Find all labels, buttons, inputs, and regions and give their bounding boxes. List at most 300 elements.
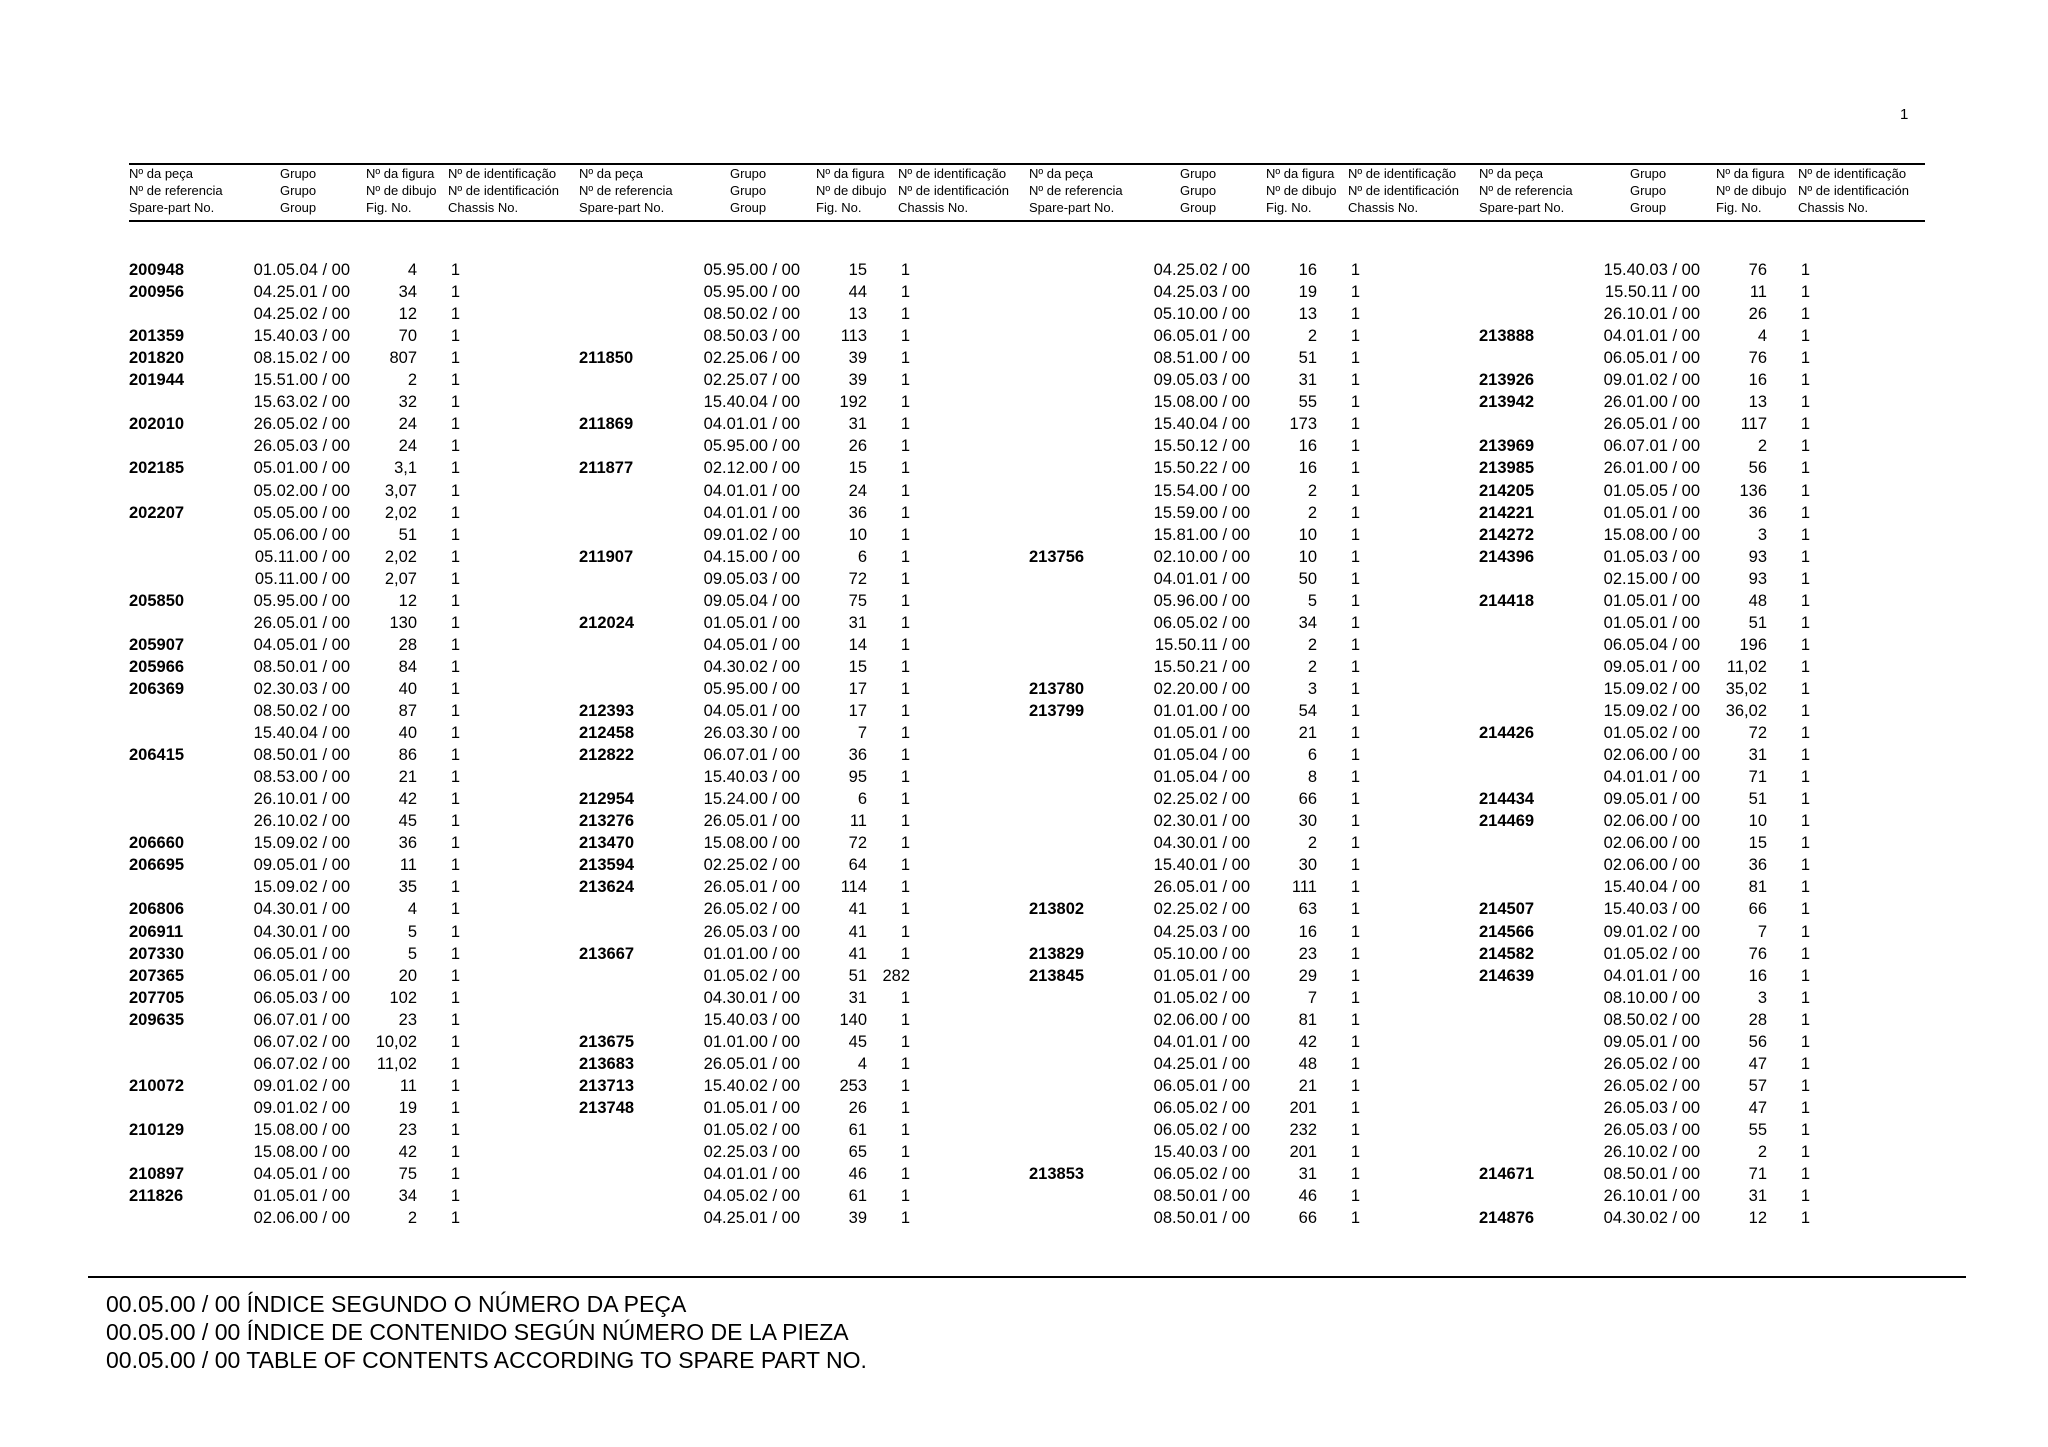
chassis-number: 1 bbox=[450, 525, 460, 544]
group-code: 04.25.03 / 00 bbox=[1153, 283, 1250, 302]
group-code: 26.10.02 / 00 bbox=[1603, 1143, 1700, 1161]
part-number: 211907 bbox=[579, 547, 634, 566]
fig-number: 66 bbox=[1748, 900, 1767, 919]
chassis-number: 1 bbox=[1800, 393, 1810, 412]
group-code: 15.08.00 / 00 bbox=[703, 834, 800, 853]
group-code: 26.05.03 / 00 bbox=[703, 922, 800, 941]
chassis-number: 1 bbox=[1800, 635, 1810, 654]
group-code: 15.40.04 / 00 bbox=[1153, 415, 1250, 434]
fig-number: 5 bbox=[407, 944, 417, 963]
chassis-number: 1 bbox=[1800, 1032, 1810, 1051]
part-number: 201944 bbox=[129, 371, 185, 390]
chassis-number: 1 bbox=[900, 1209, 910, 1228]
fig-number: 40 bbox=[398, 679, 417, 698]
chassis-number: 1 bbox=[1350, 415, 1360, 434]
fig-number: 41 bbox=[848, 900, 867, 919]
group-code: 26.10.01 / 00 bbox=[253, 790, 350, 809]
chassis-number: 1 bbox=[900, 1143, 910, 1161]
fig-number: 114 bbox=[840, 878, 867, 897]
group-code: 01.05.01 / 00 bbox=[1603, 591, 1700, 610]
chassis-number: 282 bbox=[882, 966, 910, 985]
fig-number: 10 bbox=[1748, 812, 1767, 831]
part-number: 206806 bbox=[129, 900, 185, 919]
page-number: 1 bbox=[1900, 106, 1909, 123]
fig-number: 140 bbox=[839, 1010, 867, 1029]
group-code: 06.05.03 / 00 bbox=[253, 988, 350, 1007]
chassis-number: 1 bbox=[450, 1209, 460, 1228]
part-number: 214639 bbox=[1479, 966, 1535, 985]
group-code: 15.59.00 / 00 bbox=[1153, 503, 1250, 522]
fig-number: 5 bbox=[407, 922, 417, 941]
part-number: 214582 bbox=[1479, 944, 1535, 963]
group-code: 05.96.00 / 00 bbox=[1153, 591, 1250, 610]
chassis-number: 1 bbox=[1350, 393, 1360, 412]
fig-number: 2 bbox=[1307, 481, 1317, 500]
fig-number: 4 bbox=[407, 261, 417, 279]
fig-number: 30 bbox=[1298, 812, 1317, 831]
group-code: 04.30.02 / 00 bbox=[1603, 1209, 1700, 1228]
chassis-number: 1 bbox=[450, 1187, 460, 1206]
chassis-number: 1 bbox=[900, 393, 910, 412]
fig-number: 46 bbox=[1298, 1187, 1317, 1206]
group-code: 26.10.01 / 00 bbox=[1603, 1187, 1700, 1206]
chassis-number: 1 bbox=[450, 724, 460, 743]
group-code: 05.95.00 / 00 bbox=[253, 591, 350, 610]
fig-number: 7 bbox=[1757, 922, 1767, 941]
group-code: 15.50.11 / 00 bbox=[1604, 283, 1700, 302]
group-code: 15.40.03 / 00 bbox=[253, 327, 350, 346]
part-number: 214418 bbox=[1479, 591, 1535, 610]
fig-number: 2 bbox=[1307, 327, 1317, 346]
part-number: 205966 bbox=[129, 657, 185, 676]
chassis-number: 1 bbox=[900, 1010, 910, 1029]
group-code: 04.25.02 / 00 bbox=[1153, 261, 1250, 279]
group-code: 05.10.00 / 00 bbox=[1153, 305, 1250, 324]
part-number: 213969 bbox=[1479, 437, 1535, 456]
chassis-number: 1 bbox=[1800, 679, 1810, 698]
fig-number: 16 bbox=[1748, 966, 1767, 985]
fig-number: 24 bbox=[398, 415, 417, 434]
chassis-number: 1 bbox=[450, 327, 460, 346]
chassis-number: 1 bbox=[1350, 944, 1360, 963]
chassis-number: 1 bbox=[1350, 481, 1360, 500]
group-code: 15.54.00 / 00 bbox=[1153, 481, 1250, 500]
chassis-number: 1 bbox=[1800, 569, 1810, 588]
chassis-number: 1 bbox=[900, 702, 910, 720]
fig-number: 3,1 bbox=[394, 459, 417, 478]
group-code: 04.01.01 / 00 bbox=[703, 415, 800, 434]
part-number: 209635 bbox=[129, 1010, 185, 1029]
part-number: 214671 bbox=[1479, 1165, 1535, 1184]
fig-number: 81 bbox=[1298, 1010, 1317, 1029]
group-code: 04.25.02 / 00 bbox=[253, 305, 350, 324]
chassis-number: 1 bbox=[900, 900, 910, 919]
group-code: 05.11.00 / 00 bbox=[254, 569, 350, 588]
fig-number: 31 bbox=[848, 613, 867, 632]
part-number: 213799 bbox=[1029, 702, 1085, 720]
group-code: 15.08.00 / 00 bbox=[253, 1120, 350, 1139]
fig-number: 2 bbox=[1307, 834, 1317, 853]
header-chassis-no: Nº de identificación bbox=[448, 183, 559, 198]
chassis-number: 1 bbox=[1350, 1187, 1360, 1206]
part-number: 213985 bbox=[1479, 459, 1535, 478]
fig-number: 17 bbox=[848, 679, 867, 698]
group-code: 08.50.02 / 00 bbox=[253, 702, 350, 720]
chassis-number: 1 bbox=[900, 812, 910, 831]
header-part-no: Nº de referencia bbox=[1479, 183, 1573, 198]
group-code: 15.09.02 / 00 bbox=[253, 878, 350, 897]
group-code: 02.12.00 / 00 bbox=[703, 459, 800, 478]
header-fig-no: Nº de dibujo bbox=[1266, 183, 1337, 198]
group-code: 06.05.04 / 00 bbox=[1603, 635, 1700, 654]
fig-number: 28 bbox=[1748, 1010, 1767, 1029]
header-fig-no: Fig. No. bbox=[816, 200, 862, 215]
header-fig-no: Fig. No. bbox=[1266, 200, 1312, 215]
header-group: Grupo bbox=[1180, 166, 1217, 181]
fig-number: 16 bbox=[1298, 261, 1317, 279]
chassis-number: 1 bbox=[450, 591, 460, 610]
group-code: 01.05.02 / 00 bbox=[1153, 988, 1250, 1007]
header-group: Group bbox=[1180, 200, 1217, 215]
group-code: 05.95.00 / 00 bbox=[703, 679, 800, 698]
fig-number: 807 bbox=[389, 349, 417, 368]
chassis-number: 1 bbox=[900, 944, 910, 963]
group-code: 08.50.01 / 00 bbox=[1603, 1165, 1700, 1184]
chassis-number: 1 bbox=[1350, 1010, 1360, 1029]
part-number: 213470 bbox=[579, 834, 635, 853]
header-group: Grupo bbox=[730, 183, 767, 198]
fig-number: 113 bbox=[840, 327, 867, 346]
chassis-number: 1 bbox=[1800, 790, 1810, 809]
fig-number: 31 bbox=[1298, 1165, 1317, 1184]
fig-number: 51 bbox=[1748, 790, 1767, 809]
group-code: 05.11.00 / 00 bbox=[254, 547, 350, 566]
chassis-number: 1 bbox=[900, 1098, 910, 1117]
fig-number: 17 bbox=[848, 702, 867, 720]
group-code: 04.30.01 / 00 bbox=[1153, 834, 1250, 853]
header-chassis-no: Chassis No. bbox=[898, 200, 969, 215]
group-code: 04.05.01 / 00 bbox=[253, 635, 350, 654]
group-code: 09.05.01 / 00 bbox=[1603, 1032, 1700, 1051]
fig-number: 16 bbox=[1298, 437, 1317, 456]
fig-number: 13 bbox=[1748, 393, 1767, 412]
group-code: 26.01.00 / 00 bbox=[1603, 393, 1700, 412]
group-code: 06.07.01 / 00 bbox=[253, 1010, 350, 1029]
fig-number: 72 bbox=[848, 569, 867, 588]
group-code: 06.05.01 / 00 bbox=[253, 966, 350, 985]
header-chassis-no: Chassis No. bbox=[448, 200, 519, 215]
chassis-number: 1 bbox=[900, 525, 910, 544]
group-code: 02.06.00 / 00 bbox=[1603, 746, 1700, 765]
group-code: 15.40.02 / 00 bbox=[703, 1076, 800, 1095]
fig-number: 39 bbox=[848, 1209, 867, 1228]
group-code: 26.05.01 / 00 bbox=[703, 878, 800, 897]
chassis-number: 1 bbox=[1800, 1054, 1810, 1073]
fig-number: 76 bbox=[1748, 261, 1767, 279]
chassis-number: 1 bbox=[450, 393, 460, 412]
group-code: 02.25.07 / 00 bbox=[703, 371, 800, 390]
part-number: 213667 bbox=[579, 944, 635, 963]
fig-number: 253 bbox=[839, 1076, 867, 1095]
group-code: 04.01.01 / 00 bbox=[703, 1165, 800, 1184]
header-chassis-no: Nº de identificação bbox=[898, 166, 1007, 181]
group-code: 05.05.00 / 00 bbox=[253, 503, 350, 522]
group-code: 09.01.02 / 00 bbox=[703, 525, 800, 544]
part-number: 213942 bbox=[1479, 393, 1535, 412]
group-code: 02.06.00 / 00 bbox=[1603, 834, 1700, 853]
fig-number: 4 bbox=[857, 1054, 867, 1073]
group-code: 06.05.01 / 00 bbox=[253, 944, 350, 963]
fig-number: 42 bbox=[1298, 1032, 1317, 1051]
chassis-number: 1 bbox=[1350, 922, 1360, 941]
fig-number: 6 bbox=[857, 547, 867, 566]
fig-number: 32 bbox=[398, 393, 417, 412]
chassis-number: 1 bbox=[450, 856, 460, 875]
fig-number: 76 bbox=[1748, 349, 1767, 368]
chassis-number: 1 bbox=[1350, 746, 1360, 765]
group-code: 02.25.03 / 00 bbox=[703, 1143, 800, 1161]
header-part-no: Nº de referencia bbox=[129, 183, 223, 198]
group-code: 06.05.01 / 00 bbox=[1153, 327, 1250, 346]
group-code: 02.20.00 / 00 bbox=[1153, 679, 1250, 698]
group-code: 02.06.00 / 00 bbox=[1603, 856, 1700, 875]
chassis-number: 1 bbox=[1800, 922, 1810, 941]
chassis-number: 1 bbox=[450, 1098, 460, 1117]
chassis-number: 1 bbox=[450, 1076, 460, 1095]
group-code: 08.50.02 / 00 bbox=[1603, 1010, 1700, 1029]
header-group: Group bbox=[1630, 200, 1667, 215]
group-code: 05.95.00 / 00 bbox=[703, 261, 800, 279]
fig-number: 4 bbox=[1757, 327, 1767, 346]
part-number: 206695 bbox=[129, 856, 185, 875]
part-number: 212458 bbox=[579, 724, 635, 743]
part-number: 213713 bbox=[579, 1076, 635, 1095]
chassis-number: 1 bbox=[1800, 591, 1810, 610]
chassis-number: 1 bbox=[1350, 702, 1360, 720]
fig-number: 11 bbox=[1749, 283, 1767, 302]
chassis-number: 1 bbox=[900, 1120, 910, 1139]
fig-number: 11 bbox=[399, 1076, 417, 1095]
group-code: 09.01.02 / 00 bbox=[1603, 371, 1700, 390]
chassis-number: 1 bbox=[450, 613, 460, 632]
fig-number: 4 bbox=[407, 900, 417, 919]
group-code: 01.05.04 / 00 bbox=[1153, 768, 1250, 787]
header-part-no: Spare-part No. bbox=[129, 200, 215, 215]
chassis-number: 1 bbox=[1800, 371, 1810, 390]
part-number: 211877 bbox=[579, 459, 634, 478]
header-fig-no: Nº de dibujo bbox=[1716, 183, 1787, 198]
group-code: 26.05.02 / 00 bbox=[1603, 1076, 1700, 1095]
chassis-number: 1 bbox=[900, 481, 910, 500]
header-chassis-no: Nº de identificación bbox=[1798, 183, 1909, 198]
group-code: 26.01.00 / 00 bbox=[1603, 459, 1700, 478]
fig-number: 15 bbox=[848, 261, 867, 279]
header-part-no: Nº da peça bbox=[129, 166, 194, 181]
chassis-number: 1 bbox=[900, 878, 910, 897]
fig-number: 23 bbox=[398, 1120, 417, 1139]
chassis-number: 1 bbox=[1350, 657, 1360, 676]
group-code: 04.30.01 / 00 bbox=[253, 922, 350, 941]
chassis-number: 1 bbox=[1350, 283, 1360, 302]
part-number: 212393 bbox=[579, 702, 635, 720]
header-part-no: Nº da peça bbox=[579, 166, 644, 181]
group-code: 15.09.02 / 00 bbox=[253, 834, 350, 853]
group-code: 02.15.00 / 00 bbox=[1603, 569, 1700, 588]
group-code: 15.40.03 / 00 bbox=[1603, 900, 1700, 919]
group-code: 15.40.03 / 00 bbox=[1153, 1143, 1250, 1161]
fig-number: 54 bbox=[1298, 702, 1317, 720]
chassis-number: 1 bbox=[900, 327, 910, 346]
chassis-number: 1 bbox=[1350, 327, 1360, 346]
group-code: 08.50.03 / 00 bbox=[703, 327, 800, 346]
part-number: 207705 bbox=[129, 988, 185, 1007]
group-code: 15.50.12 / 00 bbox=[1153, 437, 1250, 456]
footer-rule bbox=[88, 1276, 1966, 1278]
group-code: 01.05.02 / 00 bbox=[703, 1120, 800, 1139]
chassis-number: 1 bbox=[1350, 305, 1360, 324]
fig-number: 16 bbox=[1748, 371, 1767, 390]
group-code: 04.15.00 / 00 bbox=[703, 547, 800, 566]
fig-number: 10 bbox=[1298, 525, 1317, 544]
fig-number: 46 bbox=[848, 1165, 867, 1184]
group-code: 09.01.02 / 00 bbox=[253, 1076, 350, 1095]
chassis-number: 1 bbox=[450, 547, 460, 566]
fig-number: 2 bbox=[1757, 437, 1767, 456]
fig-number: 13 bbox=[1298, 305, 1317, 324]
group-code: 04.25.03 / 00 bbox=[1153, 922, 1250, 941]
part-number: 213780 bbox=[1029, 679, 1085, 698]
fig-number: 61 bbox=[848, 1120, 867, 1139]
fig-number: 111 bbox=[1291, 878, 1317, 897]
group-code: 01.01.00 / 00 bbox=[703, 944, 800, 963]
group-code: 26.05.03 / 00 bbox=[253, 437, 350, 456]
chassis-number: 1 bbox=[450, 657, 460, 676]
chassis-number: 1 bbox=[1800, 878, 1810, 897]
chassis-number: 1 bbox=[1350, 261, 1360, 279]
fig-number: 232 bbox=[1289, 1120, 1317, 1139]
fig-number: 10 bbox=[1298, 547, 1317, 566]
group-code: 04.05.01 / 00 bbox=[703, 635, 800, 654]
header-group: Group bbox=[280, 200, 317, 215]
chassis-number: 1 bbox=[900, 1187, 910, 1206]
part-number: 213624 bbox=[579, 878, 635, 897]
chassis-number: 1 bbox=[900, 922, 910, 941]
fig-number: 61 bbox=[848, 1187, 867, 1206]
header-group: Grupo bbox=[280, 183, 317, 198]
part-number: 206911 bbox=[129, 922, 184, 941]
group-code: 04.25.01 / 00 bbox=[703, 1209, 800, 1228]
group-code: 06.05.02 / 00 bbox=[1153, 1165, 1250, 1184]
group-code: 26.05.01 / 00 bbox=[1153, 878, 1250, 897]
chassis-number: 1 bbox=[900, 1165, 910, 1184]
group-code: 01.01.00 / 00 bbox=[1153, 702, 1250, 720]
fig-number: 15 bbox=[848, 459, 867, 478]
fig-number: 42 bbox=[398, 1143, 417, 1161]
fig-number: 26 bbox=[848, 437, 867, 456]
chassis-number: 1 bbox=[450, 834, 460, 853]
header-group: Group bbox=[730, 200, 767, 215]
chassis-number: 1 bbox=[900, 724, 910, 743]
group-code: 08.51.00 / 00 bbox=[1153, 349, 1250, 368]
group-code: 15.09.02 / 00 bbox=[1603, 679, 1700, 698]
fig-number: 36 bbox=[848, 503, 867, 522]
group-code: 04.05.02 / 00 bbox=[703, 1187, 800, 1206]
chassis-number: 1 bbox=[450, 503, 460, 522]
group-code: 15.40.04 / 00 bbox=[703, 393, 800, 412]
chassis-number: 1 bbox=[1800, 812, 1810, 831]
chassis-number: 1 bbox=[450, 283, 460, 302]
chassis-number: 1 bbox=[900, 1054, 910, 1073]
chassis-number: 1 bbox=[900, 768, 910, 787]
part-number: 214469 bbox=[1479, 812, 1535, 831]
chassis-number: 1 bbox=[1800, 724, 1810, 743]
part-number: 210897 bbox=[129, 1165, 185, 1184]
fig-number: 3 bbox=[1307, 679, 1317, 698]
group-code: 02.25.02 / 00 bbox=[1153, 790, 1250, 809]
group-code: 09.05.01 / 00 bbox=[1603, 657, 1700, 676]
chassis-number: 1 bbox=[450, 1165, 460, 1184]
chassis-number: 1 bbox=[1350, 1165, 1360, 1184]
part-number: 213926 bbox=[1479, 371, 1535, 390]
fig-number: 66 bbox=[1298, 1209, 1317, 1228]
part-number: 212024 bbox=[579, 613, 635, 632]
footer-title-en: 00.05.00 / 00 TABLE OF CONTENTS ACCORDING TO SPARE PART NO. bbox=[106, 1347, 867, 1373]
chassis-number: 1 bbox=[1350, 988, 1360, 1007]
chassis-number: 1 bbox=[1350, 1054, 1360, 1073]
group-code: 02.06.00 / 00 bbox=[253, 1209, 350, 1228]
header-part-no: Nº da peça bbox=[1029, 166, 1094, 181]
group-code: 02.10.00 / 00 bbox=[1153, 547, 1250, 566]
group-code: 15.40.04 / 00 bbox=[1603, 878, 1700, 897]
part-number: 212822 bbox=[579, 746, 635, 765]
chassis-number: 1 bbox=[1350, 812, 1360, 831]
header-chassis-no: Nº de identificación bbox=[898, 183, 1009, 198]
chassis-number: 1 bbox=[450, 349, 460, 368]
fig-number: 31 bbox=[1748, 746, 1767, 765]
chassis-number: 1 bbox=[1800, 900, 1810, 919]
fig-number: 14 bbox=[848, 635, 867, 654]
fig-number: 13 bbox=[848, 305, 867, 324]
group-code: 01.05.01 / 00 bbox=[703, 613, 800, 632]
part-number: 205907 bbox=[129, 635, 185, 654]
chassis-number: 1 bbox=[1800, 1143, 1810, 1161]
chassis-number: 1 bbox=[1800, 1165, 1810, 1184]
header-group: Grupo bbox=[730, 166, 767, 181]
chassis-number: 1 bbox=[1800, 305, 1810, 324]
part-number: 212954 bbox=[579, 790, 635, 809]
fig-number: 72 bbox=[1748, 724, 1767, 743]
fig-number: 31 bbox=[1748, 1187, 1767, 1206]
fig-number: 26 bbox=[1748, 305, 1767, 324]
chassis-number: 1 bbox=[450, 569, 460, 588]
group-code: 26.05.01 / 00 bbox=[1603, 415, 1700, 434]
fig-number: 23 bbox=[1298, 944, 1317, 963]
chassis-number: 1 bbox=[1800, 1209, 1810, 1228]
part-number: 213829 bbox=[1029, 944, 1085, 963]
chassis-number: 1 bbox=[1800, 702, 1810, 720]
group-code: 15.08.00 / 00 bbox=[1153, 393, 1250, 412]
fig-number: 136 bbox=[1739, 481, 1767, 500]
header-fig-no: Nº da figura bbox=[816, 166, 885, 181]
group-code: 15.63.02 / 00 bbox=[253, 393, 350, 412]
fig-number: 31 bbox=[848, 415, 867, 434]
group-code: 15.50.21 / 00 bbox=[1153, 657, 1250, 676]
group-code: 01.05.05 / 00 bbox=[1603, 481, 1700, 500]
part-number: 211826 bbox=[129, 1187, 184, 1206]
fig-number: 93 bbox=[1748, 547, 1767, 566]
part-number: 213845 bbox=[1029, 966, 1085, 985]
chassis-number: 1 bbox=[1800, 481, 1810, 500]
